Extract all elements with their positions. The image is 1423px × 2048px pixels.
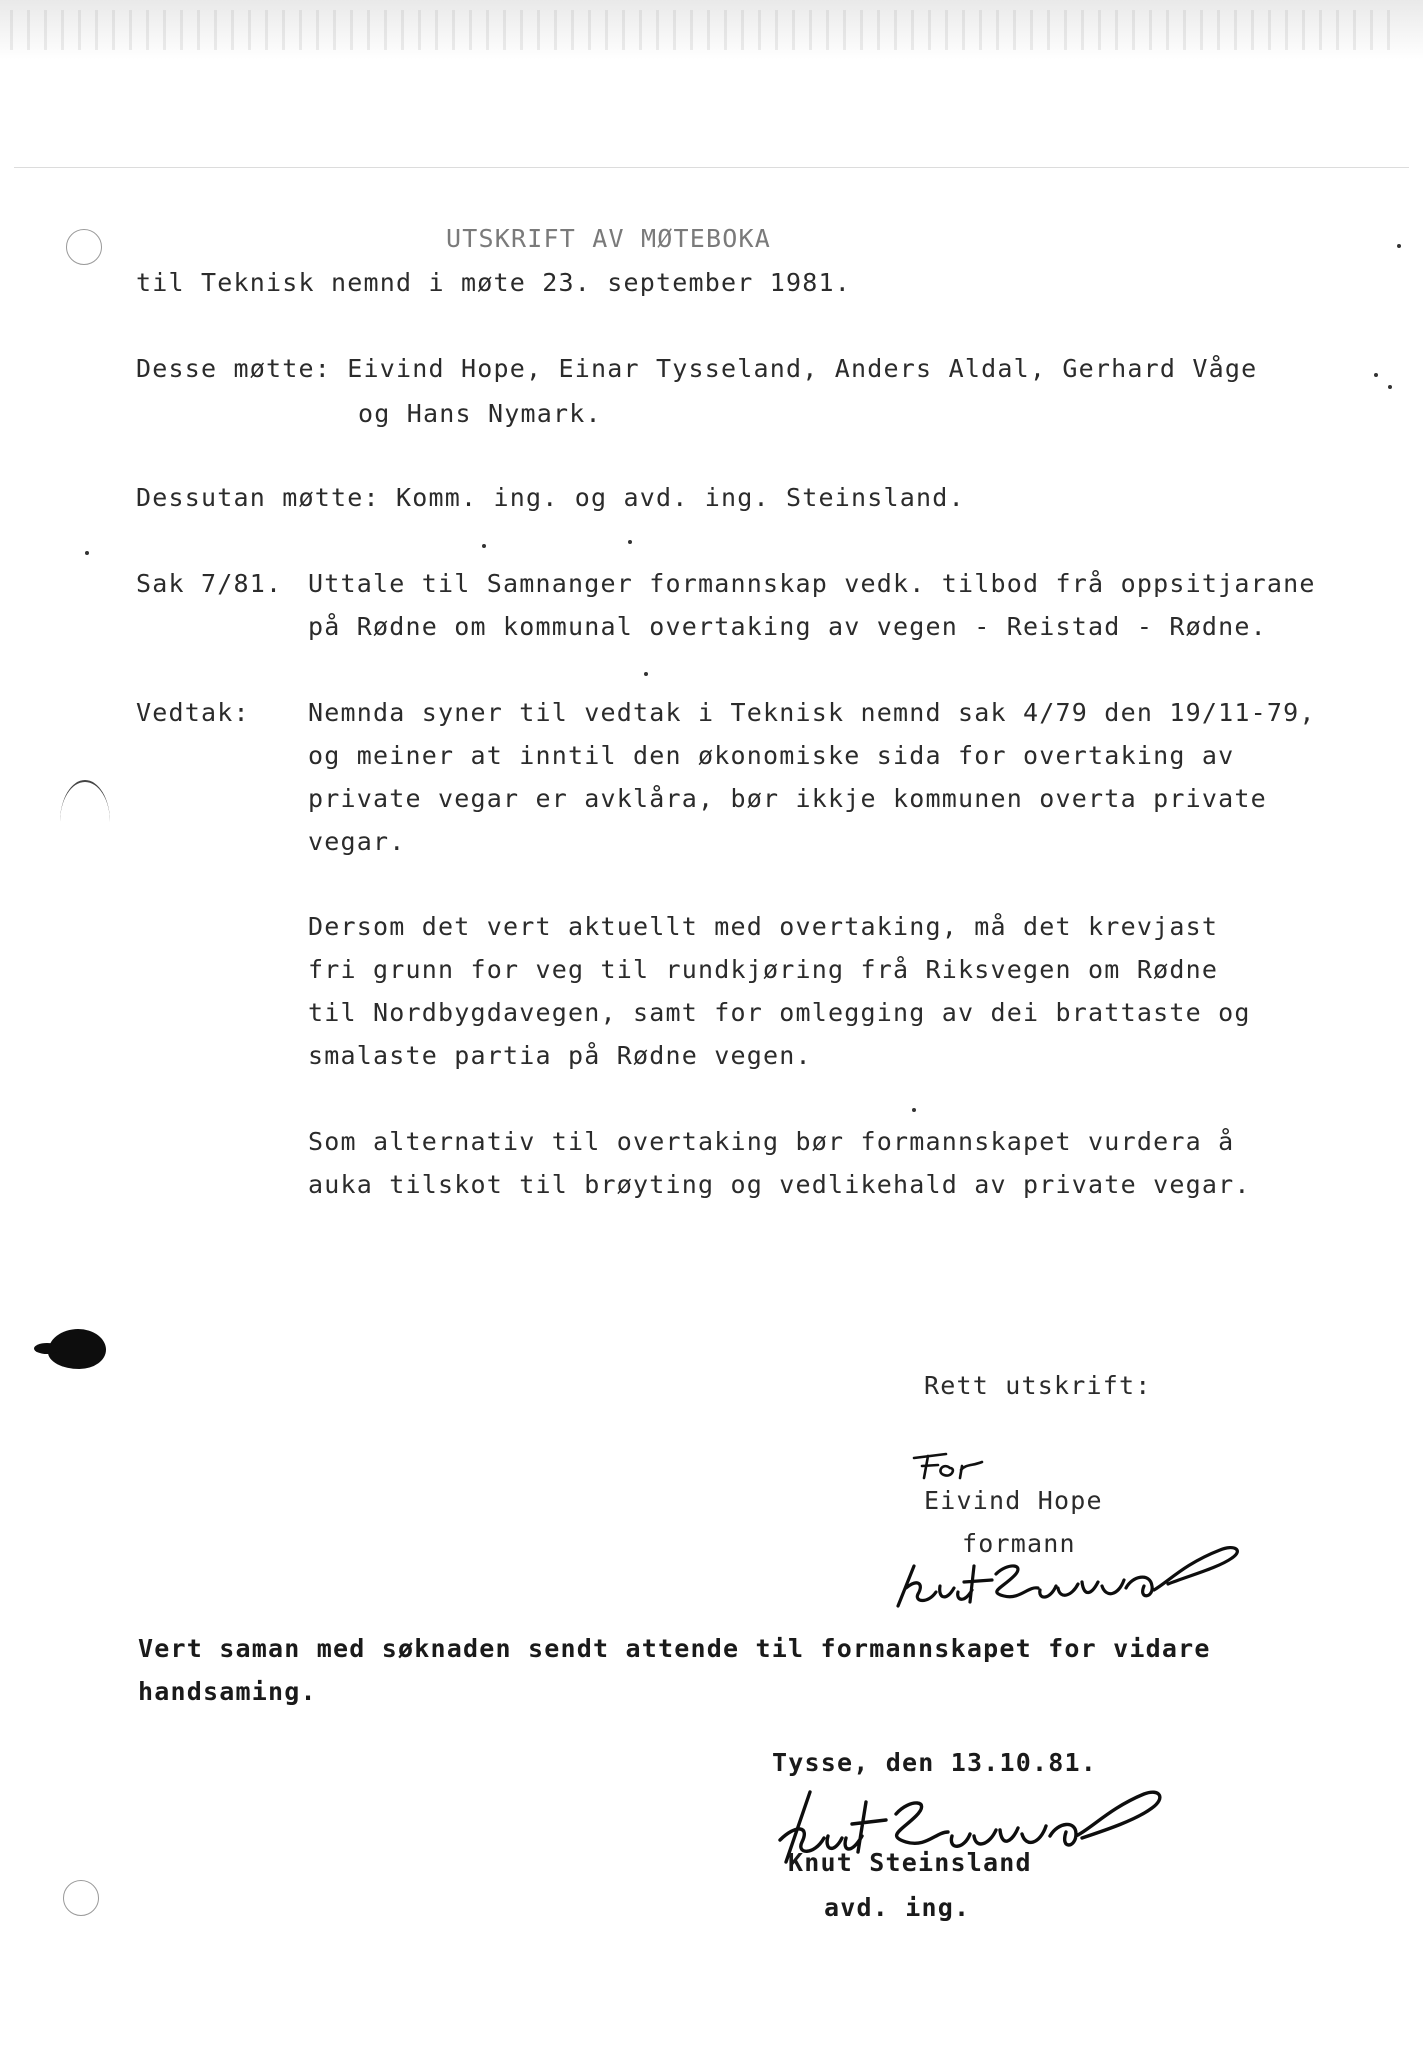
document-title: UTSKRIFT AV MØTEBOKA xyxy=(446,224,772,253)
decision-label: Vedtak: xyxy=(136,698,250,727)
for-handwritten xyxy=(910,1448,1000,1488)
scan-edge-line xyxy=(14,167,1409,168)
scan-top-edge xyxy=(0,0,1423,70)
decision-p3-line-2: auka tilskot til brøyting og vedlikehald av private vegar. xyxy=(308,1170,1251,1199)
punch-hole-bottom xyxy=(63,1880,99,1916)
decision-p1-line-2: og meiner at inntil den økonomiske sida for overtaking av xyxy=(308,741,1235,770)
decision-p1-line-1: Nemnda syner til vedtak i Teknisk nemnd sak 4/79 den 19/11-79, xyxy=(308,698,1316,727)
engineer-name: Knut Steinsland xyxy=(788,1848,1032,1877)
attendees-line-2: og Hans Nymark. xyxy=(358,399,602,428)
punch-hole-middle xyxy=(60,780,110,822)
decision-p2-line-4: smalaste partia på Rødne vegen. xyxy=(308,1041,812,1070)
case-title-line-2: på Rødne om kommunal overtaking av vegen - Reistad - Rødne. xyxy=(308,612,1267,641)
decision-p2-line-3: til Nordbygdavegen, samt for omlegging av dei brattaste og xyxy=(308,998,1251,1027)
case-title-line-1: Uttale til Samnanger formannskap vedk. tilbod frå oppsitjarane xyxy=(308,569,1316,598)
forwarding-note-line-2: handsaming. xyxy=(138,1677,317,1706)
chairman-role: formann xyxy=(962,1529,1076,1558)
certified-copy-label: Rett utskrift: xyxy=(924,1371,1152,1400)
decision-p1-line-4: vegar. xyxy=(308,827,406,856)
decision-p2-line-2: fri grunn for veg til rundkjøring frå Riksvegen om Rødne xyxy=(308,955,1219,984)
chairman-name: Eivind Hope xyxy=(924,1486,1103,1515)
meeting-info: til Teknisk nemnd i møte 23. september 1981. xyxy=(136,268,852,297)
decision-p3-line-1: Som alternativ til overtaking bør formannskapet vurdera å xyxy=(308,1127,1235,1156)
punch-hole-top xyxy=(66,229,102,265)
signature-chairman xyxy=(888,1536,1258,1616)
place-and-date: Tysse, den 13.10.81. xyxy=(772,1748,1098,1777)
engineer-title: avd. ing. xyxy=(824,1893,971,1922)
ink-blot xyxy=(48,1329,106,1369)
also-present: Dessutan møtte: Komm. ing. og avd. ing. Steinsland. xyxy=(136,483,965,512)
attendees-line-1: Desse møtte: Eivind Hope, Einar Tysseland, Anders Aldal, Gerhard Våge xyxy=(136,354,1258,383)
decision-p1-line-3: private vegar er avklåra, bør ikkje kommunen overta private xyxy=(308,784,1267,813)
forwarding-note-line-1: Vert saman med søknaden sendt attende til formannskapet for vidare xyxy=(138,1634,1211,1663)
case-label: Sak 7/81. xyxy=(136,569,283,598)
decision-p2-line-1: Dersom det vert aktuellt med overtaking, må det krevjast xyxy=(308,912,1219,941)
